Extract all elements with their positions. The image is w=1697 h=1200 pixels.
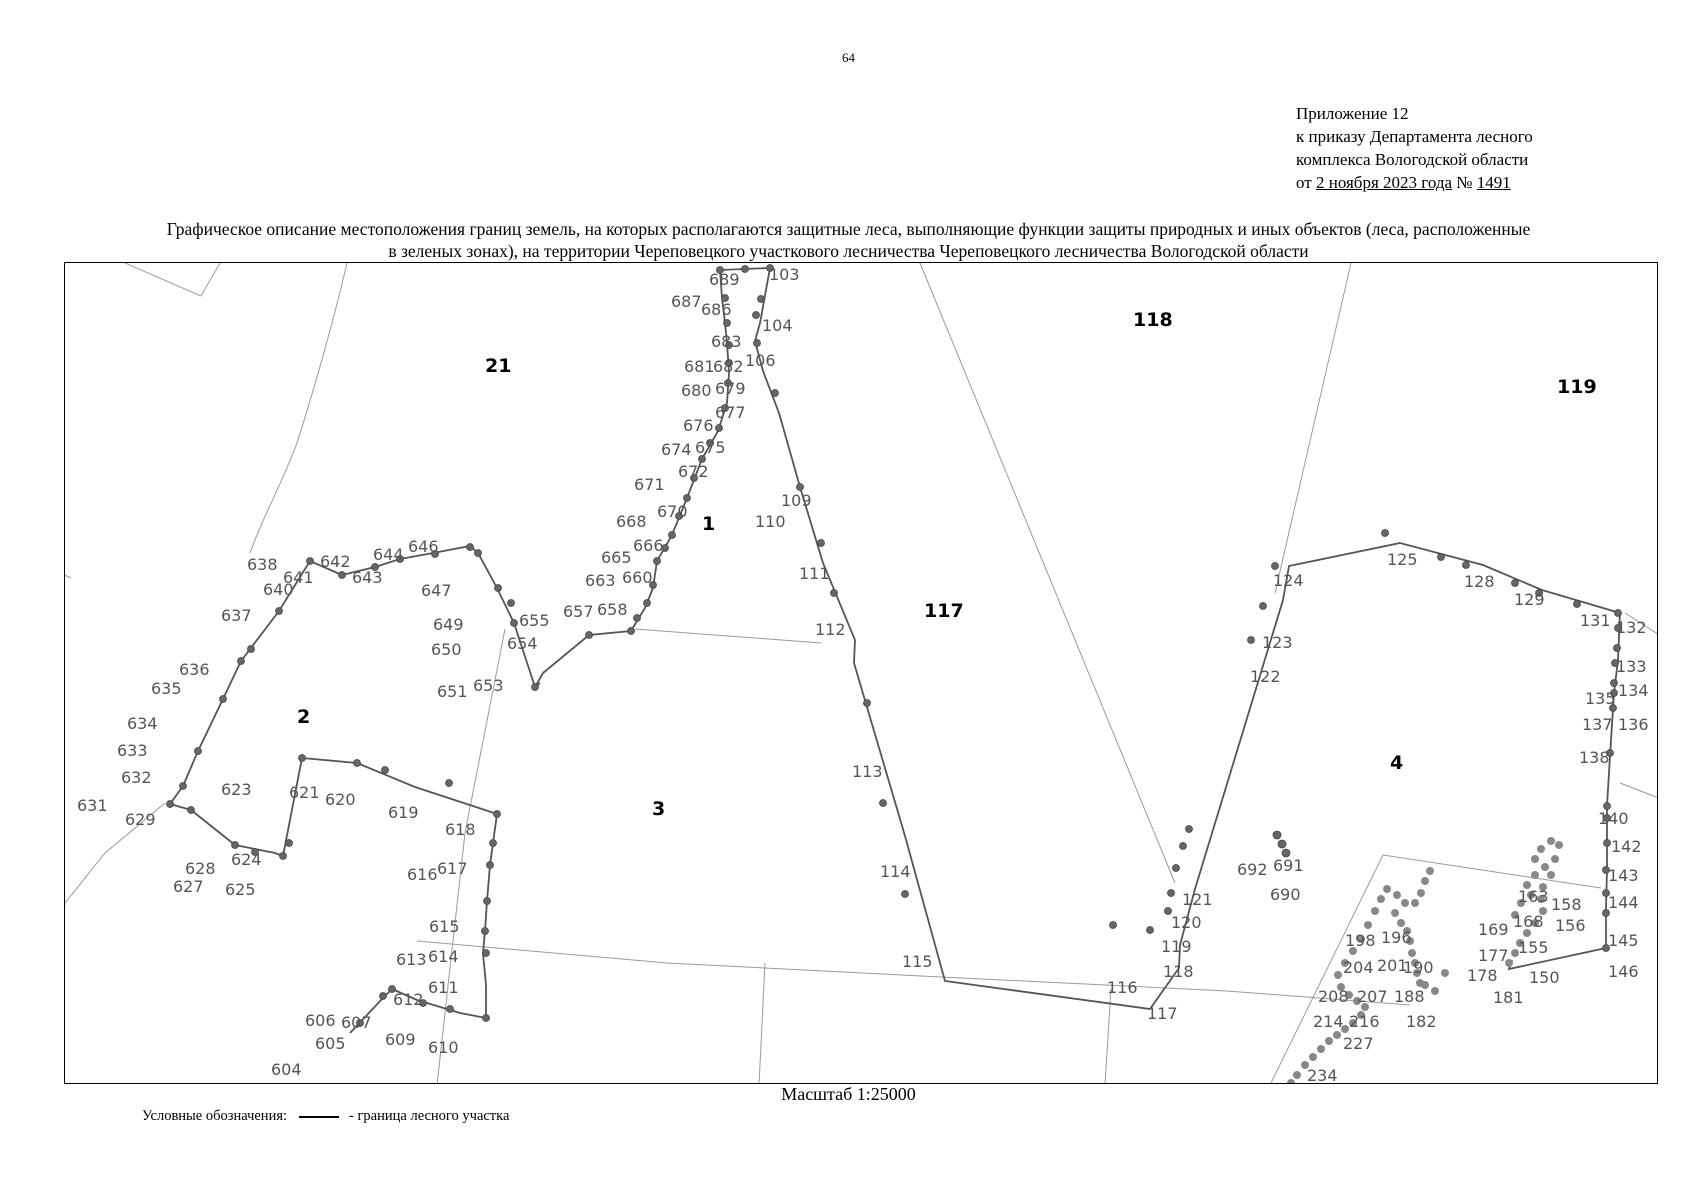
point-label: 618 bbox=[445, 820, 476, 839]
point-label: 687 bbox=[671, 292, 702, 311]
point-label: 104 bbox=[762, 316, 793, 335]
point-labels bbox=[77, 265, 1649, 1084]
map-frame bbox=[64, 262, 1658, 1084]
point-label: 144 bbox=[1608, 893, 1639, 912]
point-label: 625 bbox=[225, 880, 256, 899]
point-label: 138 bbox=[1579, 748, 1610, 767]
point-label: 120 bbox=[1171, 913, 1202, 932]
point-label: 116 bbox=[1107, 978, 1138, 997]
point-label: 611 bbox=[428, 978, 459, 997]
point-label: 623 bbox=[221, 780, 252, 799]
point-label: 610 bbox=[428, 1038, 459, 1057]
point-label: 617 bbox=[437, 859, 468, 878]
point-label: 129 bbox=[1514, 590, 1545, 609]
point-label: 178 bbox=[1467, 966, 1498, 985]
point-label: 143 bbox=[1608, 866, 1639, 885]
point-label: 114 bbox=[880, 862, 911, 881]
point-label: 651 bbox=[437, 682, 468, 701]
point-label: 146 bbox=[1608, 962, 1639, 981]
annex-line-3: комплекса Вологодской области bbox=[1296, 150, 1529, 169]
plot-number: 1 bbox=[702, 513, 716, 535]
point-label: 607 bbox=[341, 1013, 372, 1032]
point-label: 658 bbox=[597, 600, 628, 619]
point-label: 111 bbox=[799, 564, 830, 583]
point-label: 653 bbox=[473, 676, 504, 695]
point-label: 646 bbox=[408, 537, 439, 556]
map-svg bbox=[65, 263, 1658, 1084]
point-label: 692 bbox=[1237, 860, 1268, 879]
point-label: 150 bbox=[1529, 968, 1560, 987]
quarter-number: 117 bbox=[924, 600, 964, 622]
point-label: 613 bbox=[396, 950, 427, 969]
point-label: 113 bbox=[852, 762, 883, 781]
point-label: 134 bbox=[1618, 681, 1649, 700]
point-label: 155 bbox=[1518, 938, 1549, 957]
point-label: 649 bbox=[433, 615, 464, 634]
plot-number: 3 bbox=[652, 798, 666, 820]
point-label: 177 bbox=[1478, 946, 1509, 965]
point-label: 198 bbox=[1345, 931, 1376, 950]
point-label: 604 bbox=[271, 1060, 302, 1079]
point-label: 621 bbox=[289, 783, 320, 802]
point-label: 686 bbox=[701, 300, 732, 319]
point-label: 620 bbox=[325, 790, 356, 809]
point-label: 140 bbox=[1598, 809, 1629, 828]
point-label: 663 bbox=[585, 571, 616, 590]
point-label: 679 bbox=[715, 379, 746, 398]
point-label: 103 bbox=[769, 265, 800, 284]
point-label: 654 bbox=[507, 634, 538, 653]
point-label: 115 bbox=[902, 952, 933, 971]
point-label: 137 bbox=[1582, 715, 1613, 734]
point-label: 668 bbox=[616, 512, 647, 531]
point-label: 158 bbox=[1551, 895, 1582, 914]
point-label: 612 bbox=[393, 990, 424, 1009]
point-label: 628 bbox=[185, 859, 216, 878]
point-label: 616 bbox=[407, 865, 438, 884]
point-label: 190 bbox=[1403, 958, 1434, 977]
point-label: 615 bbox=[429, 917, 460, 936]
title-line-1: Графическое описание местоположения границ земель, на которых располагаются защитные леса, выполняющие функции защиты природных и иных объектов (леса, расположенные bbox=[166, 219, 1531, 239]
annex-number-prefix: № bbox=[1452, 173, 1477, 192]
legend-item: - граница лесного участка bbox=[349, 1108, 510, 1124]
point-label: 123 bbox=[1262, 633, 1293, 652]
point-label: 188 bbox=[1394, 987, 1425, 1006]
point-label: 683 bbox=[711, 332, 742, 351]
point-label: 681 bbox=[684, 357, 715, 376]
point-label: 670 bbox=[657, 502, 688, 521]
point-label: 606 bbox=[305, 1011, 336, 1030]
annex-line-2: к приказу Департамента лесного bbox=[1296, 127, 1533, 146]
annex-line-1: Приложение 12 bbox=[1296, 104, 1409, 123]
point-label: 605 bbox=[315, 1034, 346, 1053]
point-label: 132 bbox=[1616, 618, 1647, 637]
point-label: 208 bbox=[1318, 987, 1349, 1006]
point-label: 657 bbox=[563, 602, 594, 621]
point-label: 201 bbox=[1377, 956, 1408, 975]
annex-date-line bbox=[1296, 171, 1533, 194]
point-label: 169 bbox=[1478, 920, 1509, 939]
point-label: 665 bbox=[601, 548, 632, 567]
point-label: 207 bbox=[1357, 987, 1388, 1006]
point-label: 624 bbox=[231, 850, 262, 869]
point-label: 106 bbox=[745, 351, 776, 370]
point-label: 609 bbox=[385, 1030, 416, 1049]
point-label: 691 bbox=[1273, 856, 1304, 875]
point-label: 614 bbox=[428, 947, 459, 966]
point-label: 125 bbox=[1387, 550, 1418, 569]
point-label: 632 bbox=[121, 768, 152, 787]
point-label: 676 bbox=[683, 416, 714, 435]
point-label: 227 bbox=[1343, 1034, 1374, 1053]
point-label: 156 bbox=[1555, 916, 1586, 935]
plot-numbers bbox=[297, 513, 1403, 820]
plot-number: 2 bbox=[297, 706, 311, 728]
point-label: 680 bbox=[681, 381, 712, 400]
point-label: 121 bbox=[1182, 890, 1213, 909]
point-label: 124 bbox=[1273, 571, 1304, 590]
point-label: 636 bbox=[179, 660, 210, 679]
point-label: 131 bbox=[1580, 611, 1611, 630]
point-label: 619 bbox=[388, 803, 419, 822]
map-scale: Масштаб 1:25000 bbox=[781, 1084, 916, 1104]
point-label: 682 bbox=[713, 357, 744, 376]
point-label: 647 bbox=[421, 581, 452, 600]
page-number: 64 bbox=[842, 50, 855, 65]
point-label: 163 bbox=[1518, 887, 1549, 906]
point-label: 631 bbox=[77, 796, 108, 815]
point-label: 182 bbox=[1406, 1012, 1437, 1031]
point-label: 627 bbox=[173, 877, 204, 896]
point-label: 644 bbox=[373, 545, 404, 564]
title-line-2: в зеленых зонах), на территории Череповецкого участкового лесничества Череповецкого лесничества Вологодской области bbox=[388, 241, 1309, 261]
point-label: 655 bbox=[519, 611, 550, 630]
quarter-number: 118 bbox=[1133, 309, 1173, 331]
point-label: 635 bbox=[151, 679, 182, 698]
point-label: 689 bbox=[709, 270, 740, 289]
point-label: 110 bbox=[755, 512, 786, 531]
point-label: 117 bbox=[1147, 1004, 1178, 1023]
point-label: 136 bbox=[1618, 715, 1649, 734]
point-label: 633 bbox=[117, 741, 148, 760]
point-label: 672 bbox=[678, 462, 709, 481]
annex-date: 2 ноября 2023 года bbox=[1315, 173, 1453, 192]
quarter-number: 119 bbox=[1557, 376, 1597, 398]
legend-line-symbol bbox=[299, 1116, 339, 1118]
point-label: 181 bbox=[1493, 988, 1524, 1007]
point-label: 671 bbox=[634, 475, 665, 494]
point-label: 118 bbox=[1163, 962, 1194, 981]
point-label: 666 bbox=[633, 536, 664, 555]
point-label: 638 bbox=[247, 555, 278, 574]
point-label: 112 bbox=[815, 620, 846, 639]
point-label: 216 bbox=[1349, 1012, 1380, 1031]
point-label: 637 bbox=[221, 606, 252, 625]
point-label: 204 bbox=[1343, 958, 1374, 977]
point-label: 214 bbox=[1313, 1012, 1344, 1031]
point-label: 122 bbox=[1250, 667, 1281, 686]
point-label: 677 bbox=[715, 403, 746, 422]
legend bbox=[142, 1108, 509, 1125]
point-label: 196 bbox=[1381, 928, 1412, 947]
plot-number: 4 bbox=[1390, 752, 1404, 774]
point-label: 133 bbox=[1616, 657, 1647, 676]
quarter-number: 21 bbox=[485, 355, 512, 377]
point-label: 640 bbox=[263, 580, 294, 599]
boundary-vertices bbox=[167, 265, 1622, 1027]
annex-block bbox=[1296, 102, 1533, 194]
point-label: 690 bbox=[1270, 885, 1301, 904]
plot-boundaries bbox=[170, 268, 1620, 1033]
point-label: 641 bbox=[283, 568, 314, 587]
point-label: 642 bbox=[320, 552, 351, 571]
point-label: 675 bbox=[695, 438, 726, 457]
point-label: 660 bbox=[622, 568, 653, 587]
point-label: 168 bbox=[1513, 912, 1544, 931]
point-label: 109 bbox=[781, 491, 812, 510]
document-title bbox=[40, 218, 1657, 262]
annex-number: 1491 bbox=[1476, 173, 1511, 192]
legend-label: Условные обозначения: bbox=[142, 1108, 288, 1124]
point-label: 629 bbox=[125, 810, 156, 829]
point-label: 128 bbox=[1464, 572, 1495, 591]
point-label: 142 bbox=[1611, 837, 1642, 856]
point-label: 234 bbox=[1307, 1066, 1338, 1085]
point-label: 650 bbox=[431, 640, 462, 659]
point-label: 145 bbox=[1608, 931, 1639, 950]
annex-date-prefix: от bbox=[1296, 173, 1316, 192]
point-label: 135 bbox=[1585, 689, 1616, 708]
point-label: 634 bbox=[127, 714, 158, 733]
point-label: 643 bbox=[352, 568, 383, 587]
point-label: 674 bbox=[661, 440, 692, 459]
point-label: 119 bbox=[1161, 937, 1192, 956]
